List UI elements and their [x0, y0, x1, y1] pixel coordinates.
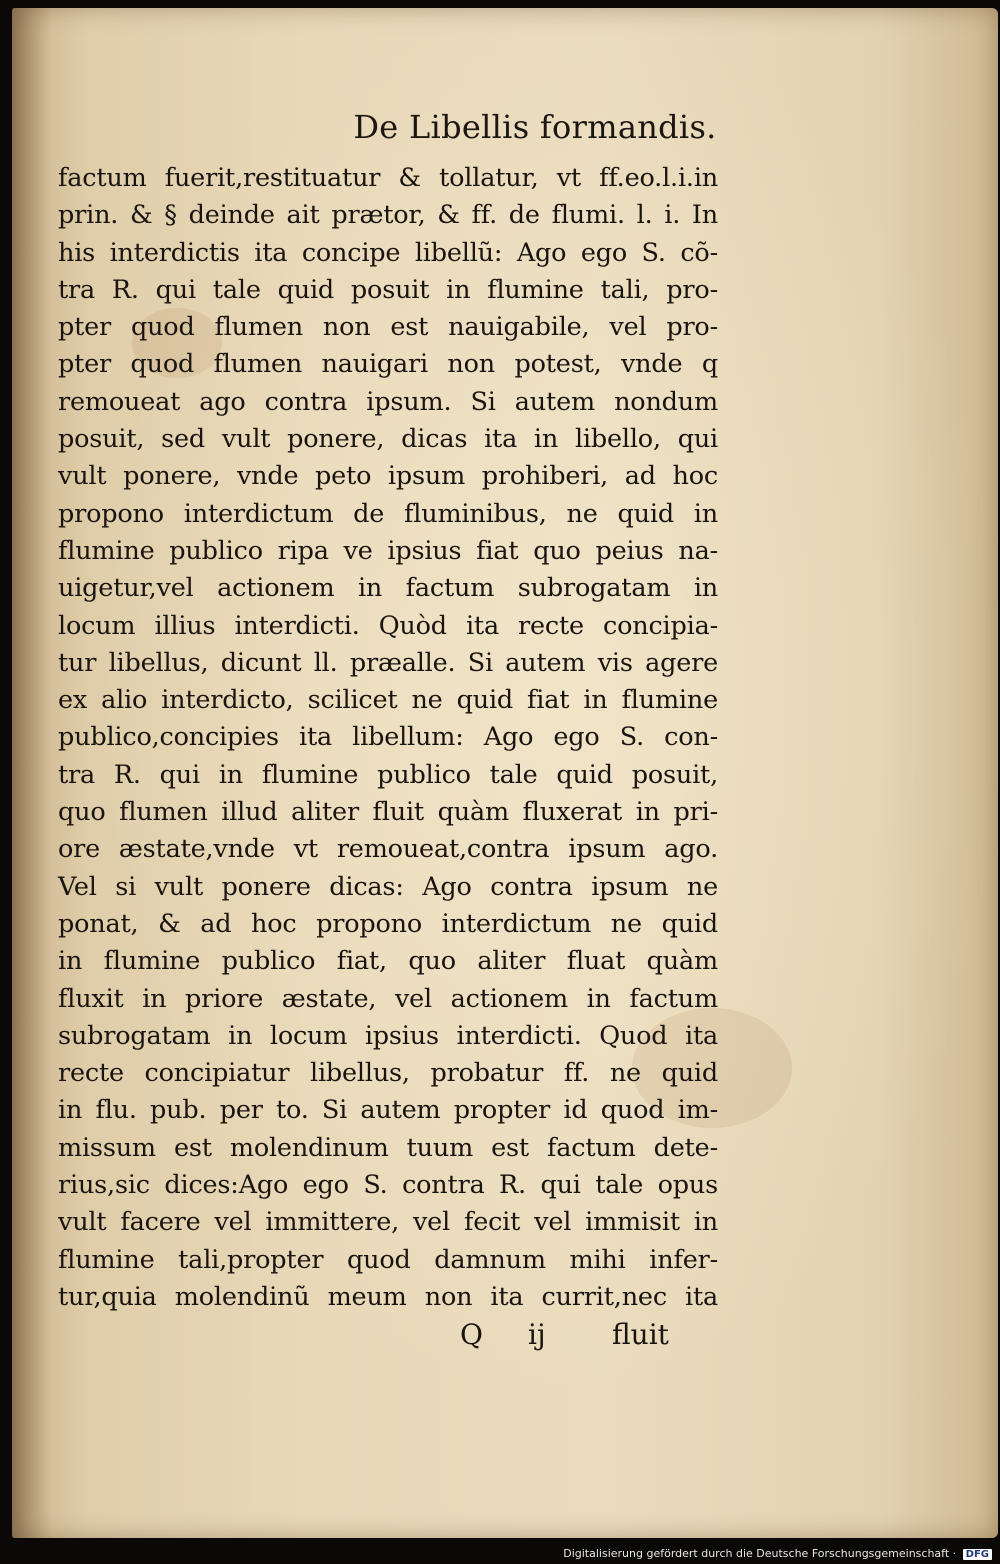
catchword: fluit — [612, 1318, 669, 1351]
text-line: ponat, & ad hoc propono interdictum ne quid — [58, 908, 718, 939]
text-line: pter quod flumen nauigari non potest, vnde q — [58, 349, 718, 380]
text-line: flumine tali,propter quod damnum mihi infer- — [58, 1244, 718, 1275]
book-page — [12, 8, 998, 1538]
text-line: fluxit in priore æstate, vel actionem in factum — [58, 983, 718, 1014]
running-head: De Libellis formandis. — [353, 108, 717, 146]
text-line: tra R. qui tale quid posuit in flumine tali, pro- — [58, 274, 718, 305]
text-line: vult ponere, vnde peto ipsum prohiberi, ad hoc — [58, 461, 718, 492]
text-line: locum illius interdicti. Quòd ita recte concipia- — [58, 610, 718, 641]
text-line: tur,quia molendinũ meum non ita currit,nec ita — [58, 1281, 718, 1312]
credit-text: Digitalisierung gefördert durch die Deutsche Forschungsgemeinschaft · — [563, 1547, 957, 1560]
text-line: publico,concipies ita libellum: Ago ego S. con- — [58, 722, 718, 753]
text-line: propono interdictum de fluminibus, ne quid in — [58, 498, 718, 529]
text-line: tra R. qui in flumine publico tale quid posuit, — [58, 759, 718, 790]
text-line: prin. & § deinde ait prætor, & ff. de flumi. l. i. In — [58, 200, 718, 231]
text-line: his interdictis ita concipe libellũ: Ago ego S. cõ- — [58, 237, 718, 268]
text-line: in flumine publico fiat, quo aliter fluat quàm — [58, 946, 718, 977]
text-line: factum fuerit,restituatur & tollatur, vt ff.eo.l.i.in — [58, 163, 718, 193]
text-line: ore æstate,vnde vt remoueat,contra ipsum ago. — [58, 834, 718, 865]
digitization-credit — [563, 1547, 992, 1560]
text-line: vult facere vel immittere, vel fecit vel immisit in — [58, 1207, 718, 1238]
body-text — [58, 160, 718, 1316]
text-line: tur libellus, dicunt ll. præalle. Si autem vis agere — [58, 647, 718, 678]
text-line: rius,sic dices:Ago ego S. contra R. qui tale opus — [58, 1170, 718, 1201]
dfg-logo: DFG — [963, 1549, 992, 1560]
text-line: quo flumen illud aliter fluit quàm fluxerat in pri- — [58, 797, 718, 828]
text-line: remoueat ago contra ipsum. Si autem nondum — [58, 386, 718, 417]
text-line: uigetur,vel actionem in factum subrogatam in — [58, 573, 718, 604]
text-line: ex alio interdicto, scilicet ne quid fiat in flumine — [58, 685, 718, 716]
folio-number: ij — [528, 1318, 546, 1351]
text-line: missum est molendinum tuum est factum dete- — [58, 1132, 718, 1163]
text-line: in flu. pub. per to. Si autem propter id quod im- — [58, 1095, 718, 1126]
text-line: Vel si vult ponere dicas: Ago contra ipsum ne — [58, 871, 718, 902]
text-line: flumine publico ripa ve ipsius fiat quo peius na- — [58, 535, 718, 566]
text-line: pter quod flumen non est nauigabile, vel pro- — [58, 312, 718, 343]
text-line: subrogatam in locum ipsius interdicti. Quod ita — [58, 1020, 718, 1051]
signature-mark: Q — [460, 1318, 483, 1351]
text-line: posuit, sed vult ponere, dicas ita in libello, qui — [58, 424, 718, 455]
page-gutter-shadow — [12, 8, 52, 1538]
text-line: recte concipiatur libellus, probatur ff. ne quid — [58, 1058, 718, 1089]
